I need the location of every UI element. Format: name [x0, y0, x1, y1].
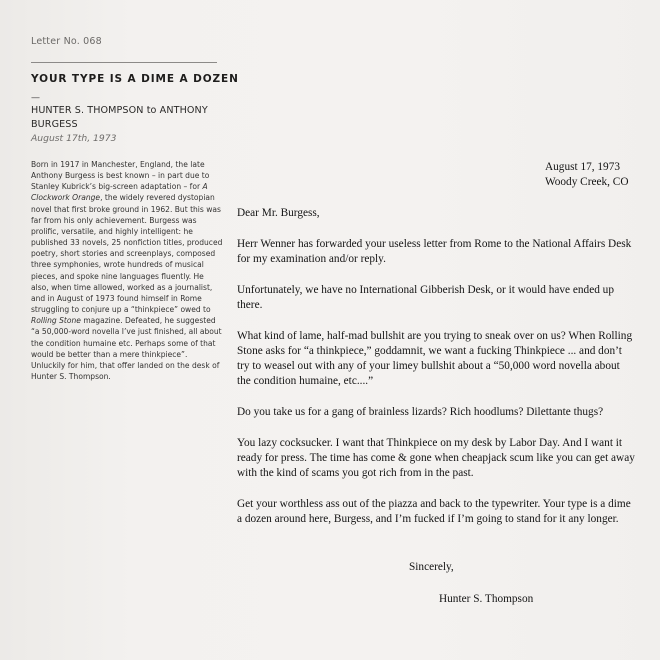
letter-place: Woody Creek, CO: [545, 176, 629, 189]
divider: [31, 62, 217, 63]
paragraph: Get your worthless ass out of the piazza and back to the typewriter. Your type is a dime a dozen around here, Burgess, and I’m fucked if I’m going to stand for it any longer.: [237, 497, 631, 525]
dateline: [545, 160, 635, 190]
title-dash: —: [31, 93, 40, 103]
letter-number: Letter No. 068: [31, 36, 102, 47]
paragraph: Herr Wenner has forwarded your useless letter from Rome to the National Affairs Desk for my examination and/or reply.: [237, 237, 632, 265]
letter-date: August 17, 1973: [545, 161, 621, 173]
paragraph: Unfortunately, we have no International Gibberish Desk, or it would have ended up there.: [237, 283, 614, 311]
intro-text-part-2: , the widely revered dystopian novel that first broke ground in 1962. But this was far from his only achievement. Burgess was prolific, versatile, and highly intelligent: he published 33 novels, 25 nonfiction titles, produced poetry, short stories and screenplays, composed three symphonies, wrote hundreds of musical pieces, and spoke nine languages fluently. He also, when time allowed, worked as a journalist, and in August of 1973 found himself in Rome struggling to conjure up a “thinkpiece” owed to: [31, 193, 223, 315]
intro-text-part-3: magazine. Defeated, he suggested “a 50,000-word novella I’ve just finished, all about the condition humaine etc. Perhaps some of that would be better than a mere thinkpiece”. Unluckily for him, that offer landed on the desk of Hunter S. Thompson.: [31, 316, 222, 381]
closing: Sincerely,: [409, 561, 454, 573]
correspondents: HUNTER S. THOMPSON to ANTHONY BURGESS: [31, 105, 208, 130]
paragraph: What kind of lame, half-mad bullshit are you trying to sneak over on us? When Rolling Stone asks for “a thinkpiece,” goddamnit, we want a fucking Thinkpiece ... and don’t try to weasel out with any of your limey bullshit about a “50,000 word novella about the condition humaine, etc....”: [237, 329, 633, 388]
magazine-title: Rolling Stone: [31, 316, 81, 326]
book-title: A Clockwork Orange: [31, 182, 208, 203]
intro-text: [31, 159, 223, 382]
paragraph: Do you take us for a gang of brainless lizards? Rich hoodlums? Dilettante thugs?: [237, 405, 604, 418]
salutation: Dear Mr. Burgess,: [237, 207, 320, 219]
signature: Hunter S. Thompson: [439, 593, 534, 605]
letter-title: YOUR TYPE IS A DIME A DOZEN: [31, 73, 239, 85]
intro-text-part-1: Born in 1917 in Manchester, England, the late Anthony Burgess is best known – in part due to Stanley Kubrick’s big-screen adaptation – for: [31, 160, 210, 192]
letter-text: [237, 206, 635, 543]
letter-intro-column: [31, 36, 239, 382]
paragraph: You lazy cocksucker. I want that Thinkpiece on my desk by Labor Day. And I want it ready for press. The time has come & gone when cheapjack scum like you can get away with the kind of scams you got rich from in the past.: [237, 436, 635, 479]
letter-date-caption: August 17th, 1973: [31, 133, 117, 144]
